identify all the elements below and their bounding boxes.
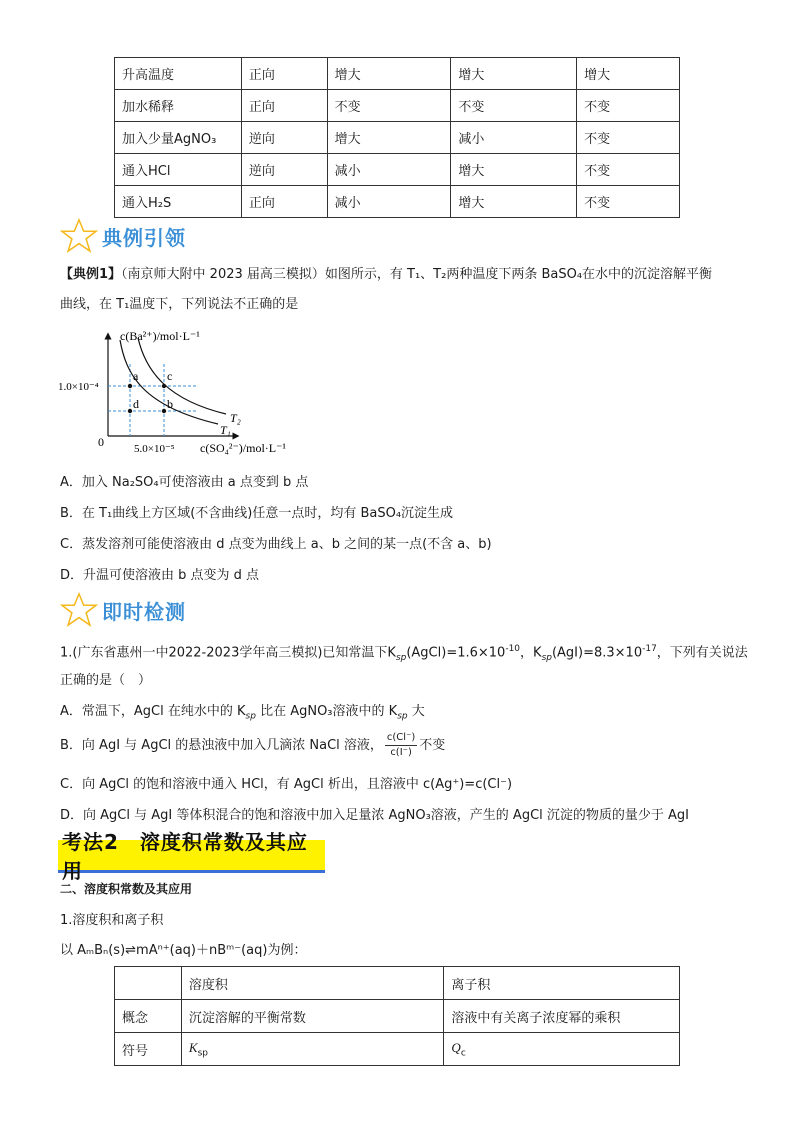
table-cell: 减小 <box>327 154 451 186</box>
example1-line1 <box>60 266 712 284</box>
method-banner <box>58 830 325 883</box>
example-text: （南京师大附中 2023 届高三模拟）如图所示，有 T₁、T₂两种温度下两条 BaSO₄在水中的沉淀溶解平衡 <box>121 267 713 282</box>
banner-title: 考法2 溶度积常数及其应用 <box>62 830 308 883</box>
point-label-b: b <box>167 397 173 411</box>
table-cell: 增大 <box>451 186 577 218</box>
table-header-cell <box>115 967 182 1000</box>
table-cell: 概念 <box>115 1000 182 1033</box>
table-cell: 不变 <box>327 90 451 122</box>
point-b <box>162 409 166 413</box>
sub-heading: 二、溶度积常数及其应用 <box>60 882 193 896</box>
table-row <box>115 90 680 122</box>
table-cell: 符号 <box>115 1033 182 1066</box>
point-label-c: c <box>167 369 173 383</box>
table-cell: 增大 <box>451 58 577 90</box>
solubility-curve-figure <box>58 324 318 460</box>
table-cell: 通入HCl <box>115 154 242 186</box>
table-cell: 加入少量AgNO₃ <box>115 122 242 154</box>
y-tick-label: 1.0×10⁻⁴ <box>58 381 99 393</box>
example-option-b: B．在 T₁曲线上方区域(不含曲线)任意一点时，均有 BaSO₄沉淀生成 <box>60 506 454 521</box>
question1-option-c: C．向 AgCl 的饱和溶液中通入 HCl，有 AgCl 析出，且溶液中 c(Ag⁺)=c(Cl⁻) <box>60 777 513 792</box>
table-cell: 逆向 <box>241 122 327 154</box>
x-axis-label: c(SO₄²⁻)/mol·L⁻¹ <box>200 441 287 455</box>
table-cell: 不变 <box>577 90 680 122</box>
point-label-d: d <box>133 397 139 411</box>
point-a <box>128 384 132 388</box>
ratio-fraction: $\frac{c(Cl^-)}{c(I^-)}$ <box>386 732 416 758</box>
star-icon <box>60 592 98 628</box>
question1-option-d: D．向 AgCl 与 AgI 等体积混合的饱和溶液中加入足量浓 AgNO₃溶液，产生的 AgCl 沉淀的物质的量少于 AgI <box>60 808 690 823</box>
point-d <box>128 409 132 413</box>
table-header-cell: 溶度积 <box>181 967 444 1000</box>
y-axis-label: c(Ba²⁺)/mol·L⁻¹ <box>120 329 200 343</box>
example-label: 【典例1】 <box>60 267 122 282</box>
section-title: 即时检测 <box>102 599 186 624</box>
table-cell: 逆向 <box>241 154 327 186</box>
ksp-table <box>114 966 680 1066</box>
question1-option-b: B．向 AgI 与 AgCl 的悬浊液中加入几滴浓 NaCl 溶液， $\frac{c(Cl^-)}{c(I^-)}$ 不变 <box>60 732 446 758</box>
table-cell: 沉淀溶解的平衡常数 <box>181 1000 444 1033</box>
table-cell: 增大 <box>327 122 451 154</box>
table-row <box>115 186 680 218</box>
table-cell: 增大 <box>451 154 577 186</box>
table-row <box>115 1033 680 1066</box>
question1-line2: 正确的是（ ） <box>60 673 152 688</box>
equilibrium-shift-table <box>114 57 680 218</box>
table-row <box>115 154 680 186</box>
table-cell: $K_{sp}$ <box>181 1033 444 1066</box>
example-option-a: A．加入 Na₂SO₄可使溶液由 a 点变到 b 点 <box>60 475 309 490</box>
table-row <box>115 122 680 154</box>
table-cell: 减小 <box>451 122 577 154</box>
table-cell: 升高温度 <box>115 58 242 90</box>
section-heading-examples <box>60 218 186 254</box>
question1-line1: 1.(广东省惠州一中2022-2023学年高三模拟)已知常温下$K_{sp}(AgCl)=1.6\times 10^{-10}$，$K_{sp}(AgI)=8.3\times 10^{-17}$，下列有关说法 <box>60 644 748 663</box>
point-c <box>162 384 166 388</box>
table-cell: 正向 <box>241 90 327 122</box>
table-header-cell: 离子积 <box>444 967 680 1000</box>
table-cell: 正向 <box>241 58 327 90</box>
curve-label-t1: T₁ <box>220 423 231 437</box>
table-cell: 溶液中有关离子浓度幂的乘积 <box>444 1000 680 1033</box>
table-cell: 不变 <box>451 90 577 122</box>
question1-option-a: A．常温下，AgCl 在纯水中的 $K_{sp}$ 比在 AgNO₃溶液中的 $K_{sp}$ 大 <box>60 704 425 722</box>
star-icon <box>60 218 98 254</box>
table-cell: 通入H₂S <box>115 186 242 218</box>
table-row <box>115 58 680 90</box>
table-cell: 增大 <box>327 58 451 90</box>
table-cell: 不变 <box>577 186 680 218</box>
table-row <box>115 1000 680 1033</box>
table-cell: 正向 <box>241 186 327 218</box>
equation-line: 以 AₘBₙ(s)⇌mAⁿ⁺(aq)＋nBᵐ⁻(aq)为例： <box>60 943 307 958</box>
section-heading-check <box>60 592 186 628</box>
curve-label-t2: T₂ <box>230 411 241 425</box>
example-option-d: D．升温可使溶液由 b 点变为 d 点 <box>60 568 260 583</box>
example1-line2: 曲线，在 T₁温度下，下列说法不正确的是 <box>60 297 299 312</box>
origin-label: 0 <box>98 435 104 449</box>
table-cell: $Q_c$ <box>444 1033 680 1066</box>
point-label-a: a <box>133 369 139 383</box>
curve-t2 <box>138 338 226 414</box>
table-cell: 不变 <box>577 122 680 154</box>
item-heading: 1.溶度积和离子积 <box>60 913 164 928</box>
table-header-row <box>115 967 680 1000</box>
table-cell: 不变 <box>577 154 680 186</box>
table-cell: 增大 <box>577 58 680 90</box>
x-tick-label: 5.0×10⁻⁵ <box>134 443 175 455</box>
section-title: 典例引领 <box>102 225 186 250</box>
example-option-c: C．蒸发溶剂可能使溶液由 d 点变为曲线上 a、b 之间的某一点(不含 a、b) <box>60 537 492 552</box>
table-cell: 加水稀释 <box>115 90 242 122</box>
table-cell: 减小 <box>327 186 451 218</box>
